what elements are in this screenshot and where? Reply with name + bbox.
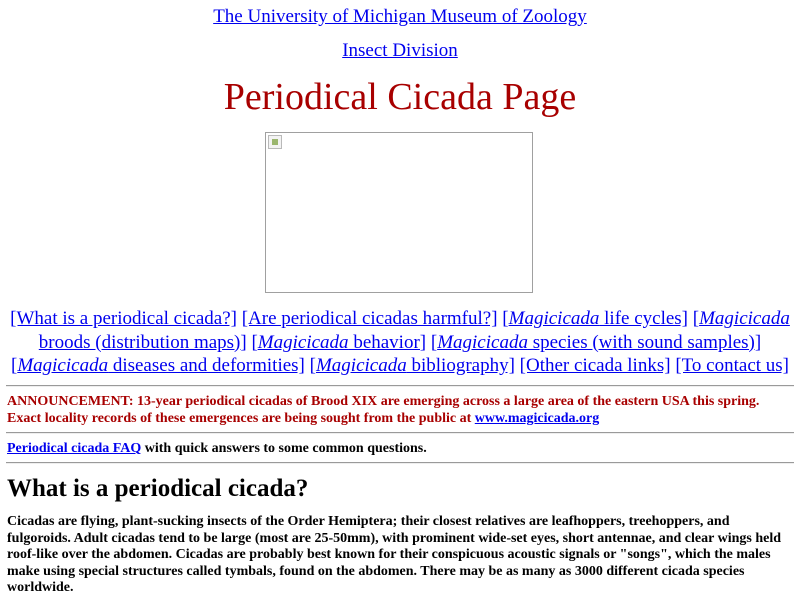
magicicada-link[interactable]: www.magicicada.org (474, 410, 600, 426)
nav-link-life-cycles[interactable] (502, 308, 688, 329)
division-link-container (0, 40, 800, 62)
nav-link-diseases[interactable] (11, 355, 305, 376)
faq-line (7, 440, 792, 457)
nav-link-bibliography[interactable] (310, 355, 515, 376)
page-title: Periodical Cicada Page (223, 76, 577, 118)
nav-link-bracket: [ (251, 331, 258, 353)
nav-link-what-is[interactable] (10, 308, 237, 329)
nav-link-bracket: [ (430, 331, 438, 353)
nav-link-other-links[interactable] (520, 355, 671, 376)
divider (6, 462, 794, 464)
nav-link-label: bibliography] (406, 355, 515, 376)
university-link-container (0, 6, 800, 28)
nav-link-bracket: [ (692, 308, 700, 329)
divider (6, 432, 794, 434)
nav-link-contact[interactable] (675, 355, 789, 376)
nav-link-label: [Are periodical cicadas harmful?] (241, 308, 498, 329)
nav-link-behavior[interactable] (251, 332, 426, 353)
nav-link-genus: Magicicada (257, 331, 349, 353)
broken-image-icon (268, 135, 282, 149)
hero-image (265, 132, 533, 293)
announcement-text: ANNOUNCEMENT: 13-year periodical cicadas of Brood XIX are emerging across a large area of the eastern USA this spring. Exact locality records of these emergences are being sought from the public at (7, 394, 760, 426)
nav-link-bracket: [ (10, 355, 18, 376)
nav-link-genus: Magicicada (17, 355, 109, 376)
nav-link-genus: Magicicada (315, 355, 407, 376)
faq-link[interactable]: Periodical cicada FAQ (7, 441, 142, 456)
nav-link-bracket: [ (502, 308, 509, 329)
nav-link-label: [To contact us] (675, 355, 789, 376)
insect-division-link[interactable]: Insect Division (342, 40, 458, 61)
nav-link-genus: Magicicada (699, 308, 790, 329)
nav-link-label: [Other cicada links] (519, 355, 671, 376)
nav-link-label: behavior] (348, 331, 427, 353)
nav-link-label: diseases and deformities] (108, 355, 305, 376)
nav-links (8, 307, 792, 378)
nav-link-genus: Magicicada (508, 308, 600, 329)
section-body: Cicadas are flying, plant-sucking insects of the Order Hemiptera; their closest relatives are leafhoppers, treehoppers, and fulgoroids. Adult cicadas tend to be large (most are 25-50mm), with prominent wide-set eyes, short antennae, and clear wings held roof-like over the abdomen. Cicadas are probably best known for their conspicuous acoustic signals or "songs", which the males make using special structures called tymbals, found on the abdomen. There may be as many as 3000 different cicada species worldwide. (7, 514, 781, 594)
nav-link-harmful[interactable] (242, 308, 498, 329)
nav-link-bracket: [ (309, 355, 316, 376)
nav-link-genus: Magicicada (437, 331, 528, 353)
nav-link-label: life cycles] (599, 308, 689, 329)
divider (6, 385, 794, 387)
nav-link-label: species (with sound samples)] (527, 331, 762, 353)
nav-link-label: [What is a periodical cicada?] (10, 308, 237, 329)
nav-link-species[interactable] (431, 332, 761, 353)
nav-link-label: broods (distribution maps)] (38, 331, 247, 353)
announcement (7, 394, 792, 427)
section-heading: What is a periodical cicada? (7, 475, 309, 502)
faq-text: with quick answers to some common questions. (141, 441, 427, 456)
university-link[interactable]: The University of Michigan Museum of Zoology (213, 6, 587, 27)
